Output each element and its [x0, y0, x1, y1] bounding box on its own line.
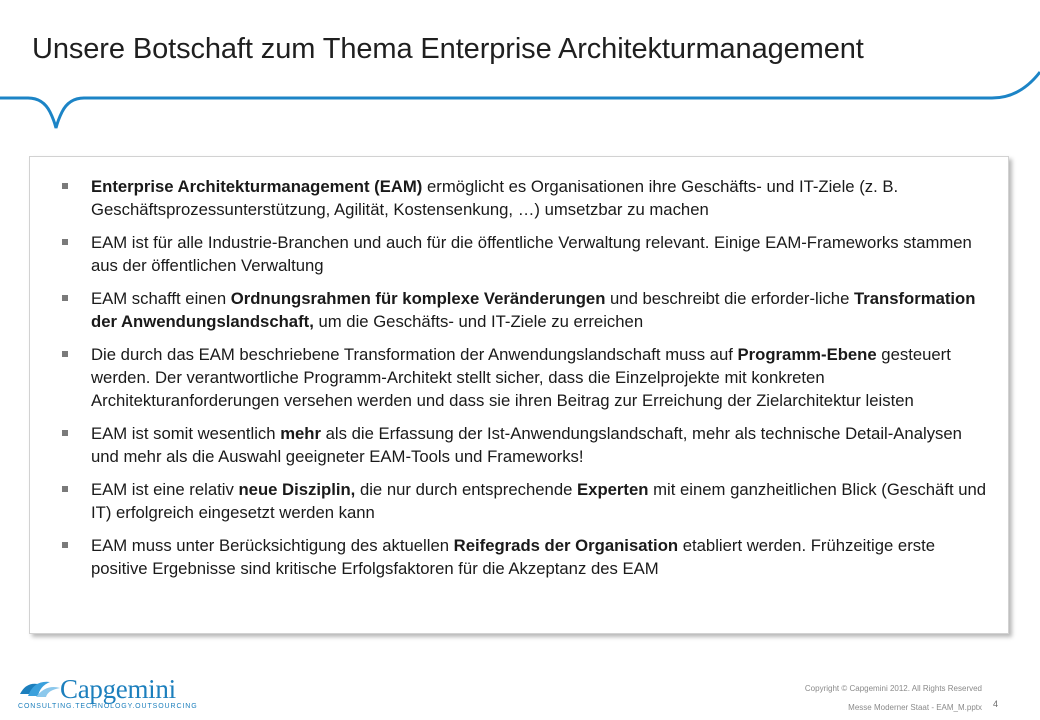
- bullet-text: EAM muss unter Berücksichtigung des aktuellen: [91, 536, 454, 555]
- square-bullet-icon: [62, 486, 68, 492]
- bullet-emphasis: Ordnungsrahmen für komplexe Veränderungen: [230, 289, 606, 308]
- bullet-emphasis: Reifegrads der Organisation: [453, 536, 679, 555]
- square-bullet-icon: [62, 351, 68, 357]
- bullet-text: gesteuert werden. Der verantwortliche Programm-Architekt stellt sicher, dass die Einzelprojekte mit konkreten Architekturanforderungen versehen werden und dass sie ihren Beitrag zur Erreichung der Zielarchitektur leisten: [91, 345, 951, 410]
- bullet-item: [62, 343, 994, 412]
- bullet-item: [62, 534, 994, 580]
- bullet-emphasis: Enterprise Architekturmanagement (EAM): [91, 177, 423, 196]
- bullet-text: EAM schafft einen: [91, 289, 231, 308]
- square-bullet-icon: [62, 542, 68, 548]
- bullet-text: EAM ist für alle Industrie-Branchen und auch für die öffentliche Verwaltung relevant. Einige EAM-Frameworks stammen aus der öffentlichen Verwaltung: [91, 233, 972, 275]
- bullet-emphasis: mehr: [280, 424, 321, 443]
- bullet-text: ermöglicht es Organisationen ihre Geschäfts- und IT-Ziele (z. B. Geschäftsprozessunterstützung, Agilität, Kostensenkung, …) umsetzbar zu machen: [91, 177, 899, 219]
- bullet-text: mit einem ganzheitlichen Blick (Geschäft und IT) erfolgreich eingesetzt werden kann: [91, 480, 987, 522]
- square-bullet-icon: [62, 183, 68, 189]
- logo-wordmark: Capgemini: [60, 674, 176, 704]
- bullet-item: [62, 478, 994, 524]
- bullet-text: EAM ist eine relativ: [91, 480, 239, 499]
- page-number: 4: [992, 699, 998, 709]
- bullet-text: und beschreibt die erforder-liche: [605, 289, 854, 308]
- logo-tagline: CONSULTING.TECHNOLOGY.OUTSOURCING: [18, 703, 198, 710]
- page-title: Unsere Botschaft zum Thema Enterprise Architekturmanagement: [32, 33, 864, 65]
- square-bullet-icon: [62, 430, 68, 436]
- bullet-text: die nur durch entsprechende: [355, 480, 578, 499]
- bullet-emphasis: Experten: [577, 480, 649, 499]
- square-bullet-icon: [62, 295, 68, 301]
- bullet-item: [62, 175, 994, 221]
- bullet-list: [30, 157, 1008, 580]
- bullet-text: etabliert werden. Frühzeitige erste positive Ergebnisse sind kritische Erfolgsfaktoren für die Akzeptanz des EAM: [91, 536, 936, 578]
- bullet-text: um die Geschäfts- und IT-Ziele zu erreichen: [313, 312, 644, 331]
- copyright-text: Copyright © Capgemini 2012. All Rights Reserved: [804, 684, 982, 693]
- bullet-item: [62, 231, 994, 277]
- spade-logo-icon: [16, 676, 62, 700]
- capgemini-logo: [16, 674, 196, 714]
- bullet-emphasis: Transformation der Anwendungslandschaft,: [91, 289, 976, 331]
- file-name: Messe Moderner Staat - EAM_M.pptx: [848, 703, 982, 712]
- bullet-text: EAM ist somit wesentlich: [91, 424, 281, 443]
- bullet-item: [62, 422, 994, 468]
- bullet-text: als die Erfassung der Ist-Anwendungslandschaft, mehr als technische Detail-Analysen und mehr als die Auswahl geeigneter EAM-Tools und Frameworks!: [91, 424, 962, 466]
- content-box: [29, 156, 1009, 634]
- bullet-text: Die durch das EAM beschriebene Transformation der Anwendungslandschaft muss auf: [91, 345, 738, 364]
- bullet-item: [62, 287, 994, 333]
- bullet-emphasis: Programm-Ebene: [737, 345, 877, 364]
- header-divider-curve: [0, 0, 1040, 150]
- square-bullet-icon: [62, 239, 68, 245]
- bullet-emphasis: neue Disziplin,: [238, 480, 356, 499]
